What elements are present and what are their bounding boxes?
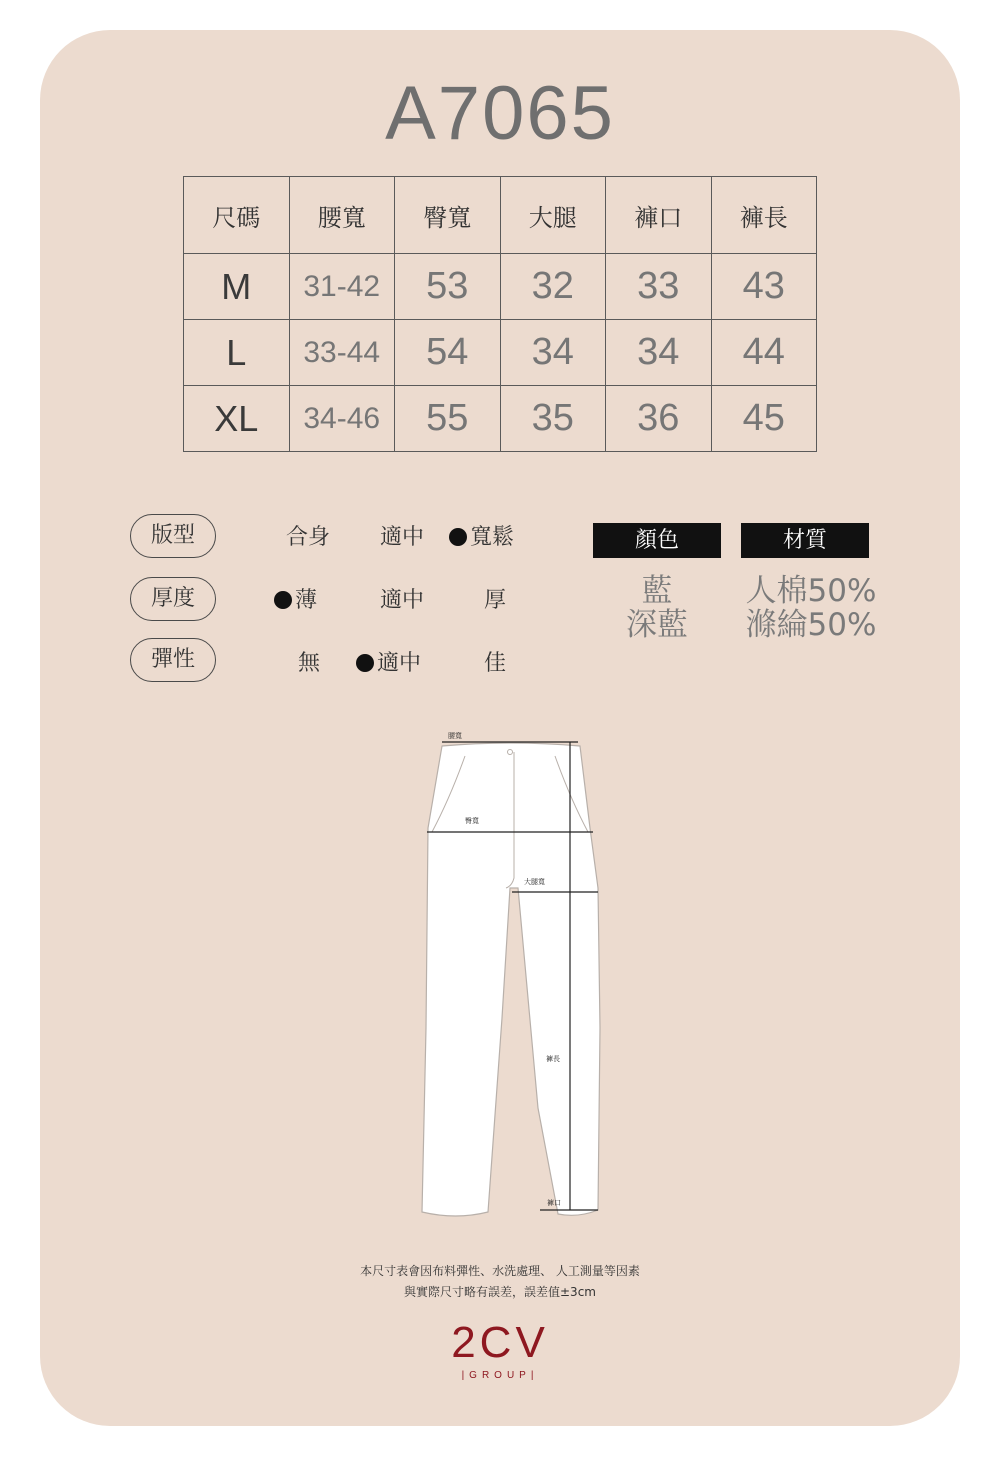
cell-length: 45 [711,386,817,452]
header-waist: 腰寬 [289,177,395,254]
color-1: 藍 [641,573,673,609]
elasticity-option-3 [484,646,506,677]
cell-hip: 54 [395,320,501,386]
cell-thigh: 32 [500,254,606,320]
material-heading: 材質 [741,523,869,558]
selected-dot-icon [449,528,467,546]
cell-hip: 55 [395,386,501,452]
elasticity-option-1-text: 無 [298,651,321,676]
selected-dot-icon [356,654,374,672]
material-2: 滌綸50% [745,607,877,643]
fit-option-1 [286,520,330,551]
header-thigh: 大腿 [500,177,606,254]
disclaimer-line-1: 本尺寸表會因布料彈性、水洗處理、 人工測量等因素 [360,1264,640,1278]
thickness-option-1 [274,583,317,614]
fit-option-3-text: 寬鬆 [470,525,515,550]
label-hip: 臀寬 [465,817,479,825]
table-row [184,320,817,386]
cell-hem: 34 [606,320,712,386]
elasticity-option-2-text: 適中 [377,651,422,676]
cell-hem: 33 [606,254,712,320]
label-length: 褲長 [546,1055,560,1063]
label-waist: 腰寬 [448,732,462,740]
cell-size: L [184,320,290,386]
product-code: A7065 [385,71,615,156]
color-list [593,574,721,642]
cell-hem: 36 [606,386,712,452]
header-hem: 褲口 [606,177,712,254]
selected-dot-icon [274,591,292,609]
brand-logo: 2CV [451,1318,549,1367]
cell-thigh: 35 [500,386,606,452]
thickness-option-3-text: 厚 [484,588,507,613]
disclaimer-line-2: 與實際尺寸略有誤差，誤差值±3cm [404,1285,596,1299]
size-table [183,176,817,452]
fit-option-3 [449,520,514,551]
cell-thigh: 34 [500,320,606,386]
fit-label: 版型 [130,514,216,558]
pants-diagram [410,728,610,1228]
cell-waist: 34-46 [289,386,395,452]
thickness-option-3 [484,583,506,614]
thickness-label: 厚度 [130,577,216,621]
cell-length: 43 [711,254,817,320]
size-table-header [184,177,817,254]
material-1: 人棉50% [745,573,877,609]
cell-size: XL [184,386,290,452]
elasticity-option-2 [356,646,421,677]
fit-option-1-text: 合身 [286,525,331,550]
elasticity-option-3-text: 佳 [484,651,507,676]
color-heading: 顏色 [593,523,721,558]
cell-size: M [184,254,290,320]
cell-hip: 53 [395,254,501,320]
fit-option-2 [380,520,424,551]
fit-option-2-text: 適中 [380,525,425,550]
cell-waist: 33-44 [289,320,395,386]
thickness-option-1-text: 薄 [295,588,318,613]
header-size: 尺碼 [184,177,290,254]
header-hip: 臀寬 [395,177,501,254]
elasticity-option-1 [298,646,320,677]
table-row [184,254,817,320]
material-list [741,574,881,642]
cell-waist: 31-42 [289,254,395,320]
cell-length: 44 [711,320,817,386]
table-row [184,386,817,452]
elasticity-label: 彈性 [130,638,216,682]
label-hem: 褲口 [547,1199,561,1207]
header-length: 褲長 [711,177,817,254]
brand-logo-sub: |GROUP| [461,1370,539,1381]
label-thigh: 大腿寬 [524,878,545,886]
pants-outline [422,743,600,1216]
thickness-option-2 [380,583,424,614]
thickness-option-2-text: 適中 [380,588,425,613]
color-2: 深藍 [626,607,688,643]
